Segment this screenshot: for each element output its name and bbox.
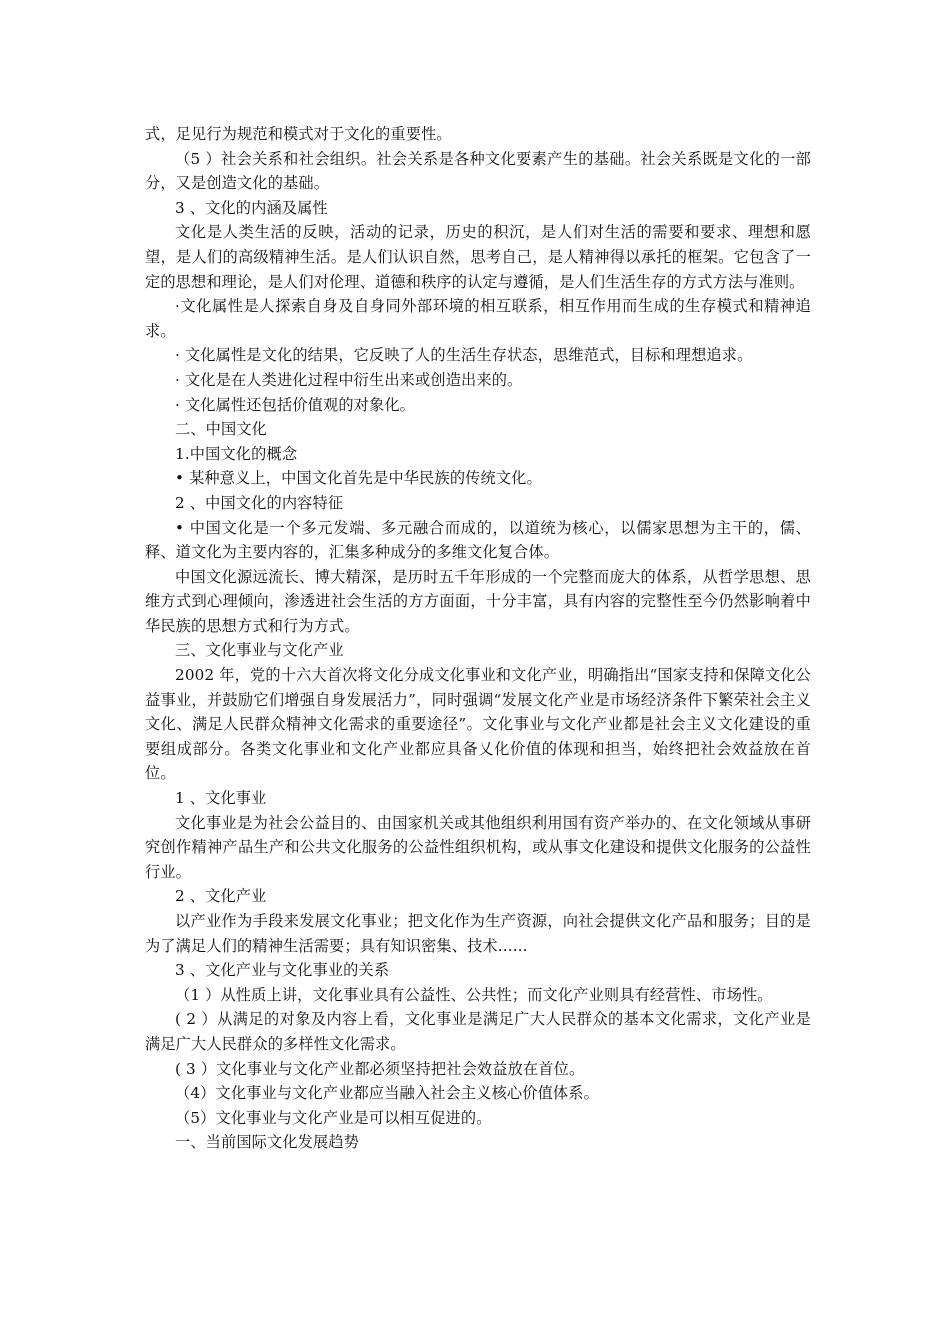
- paragraph-relationship-2: ( 2 ）从满足的对象及内容上看，文化事业是满足广大人民群众的基本文化需求，文化产业是满足广大人民群众的多样性文化需求。: [145, 1010, 811, 1053]
- heading-relationship: 3 、文化产业与文化事业的关系: [175, 961, 390, 980]
- bullet-culture-attribute-1: ·文化属性是人探索自身及自身同外部环境的相互联系，相互作用而生成的生存模式和精神追求。: [145, 297, 811, 340]
- heading-chinese-culture-features: 2 、中国文化的内容特征: [175, 493, 344, 512]
- paragraph-cultural-undertakings: 文化事业是为社会公益目的、由国家机关或其他组织利用国有资产举办的、在文化领域从事研究创作精神产品生产和公共文化服务的公益性组织机构，或从事文化建设和提供文化服务的公益性行业。: [145, 813, 811, 881]
- bullet-culture-attribute-4: · 文化属性还包括价值观的对象化。: [175, 395, 416, 414]
- paragraph-culture-definition: 文化是人类生活的反映，活动的记录，历史的积沉，是人们对生活的需要和要求、理想和愿望，是人们的高级精神生活。是人们认识自然，思考自己，是人精神得以承托的框架。它包含了一定的思想和理论，是人们对伦理、道德和秩序的认定与遵循，是人们生活生存的方式方法与准则。: [145, 223, 811, 291]
- paragraph-relationship-4: （4）文化事业与文化产业都应当融入社会主义核心价值体系。: [175, 1084, 599, 1103]
- heading-cultural-undertakings: 1 、文化事业: [175, 789, 267, 808]
- heading-cultural-undertakings-industries: 三、文化事业与文化产业: [175, 641, 344, 660]
- heading-chinese-culture-concept: 1.中国文化的概念: [175, 444, 298, 463]
- bullet-chinese-culture-features: • 中国文化是一个多元发端、多元融合而成的，以道统为核心，以儒家思想为主干的，儒、释、道文化为主要内容的，汇集多种成分的多维文化复合体。: [145, 518, 811, 562]
- paragraph-social-relations: （5 ）社会关系和社会组织。社会关系是各种文化要素产生的基础。社会关系既是文化的一部分，又是创造文化的基础。: [145, 149, 811, 193]
- heading-culture-connotation: 3 、文化的内涵及属性: [175, 198, 328, 217]
- heading-international-trends: 一、当前国际文化发展趋势: [175, 1133, 360, 1152]
- document-body: [145, 122, 811, 1155]
- paragraph-chinese-culture-history: 中国文化源远流长、博大精深，是历时五千年形成的一个完整而庞大的体系，从哲学思想、思维方式到心理倾向，渗透进社会生活的方方面面，十分丰富，具有内容的完整性至今仍然影响着中华民族的思想方式和行为方式。: [145, 567, 811, 635]
- bullet-culture-attribute-3: · 文化是在人类进化过程中衍生出来或创造出来的。: [175, 370, 523, 389]
- paragraph-relationship-1: （1 ）从性质上讲，文化事业具有公益性、公共性；而文化产业则具有经营性、市场性。: [175, 985, 773, 1004]
- bullet-chinese-culture-concept: • 某种意义上，中国文化首先是中华民族的传统文化。: [175, 469, 542, 488]
- paragraph-continuation: 式，足见行为规范和模式对于文化的重要性。: [145, 125, 452, 143]
- paragraph-relationship-3: ( 3 ）文化事业与文化产业都必须坚持把社会效益放在首位。: [175, 1059, 585, 1078]
- paragraph-relationship-5: （5）文化事业与文化产业是可以相互促进的。: [175, 1108, 492, 1127]
- paragraph-cultural-industry: 以产业作为手段来发展文化事业；把文化作为生产资源，向社会提供文化产品和服务；目的是为了满足人们的精神生活需要；具有知识密集、技术......: [145, 912, 811, 955]
- paragraph-2002-policy: 2002 年，党的十六大首次将文化分成文化事业和文化产业，明确指出“国家支持和保障文化公益事业，并鼓励它们增强自身发展活力”，同时强调“发展文化产业是市场经济条件下繁荣社会主义文化、满足人民群众精神文化需求的重要途径”。文化事业与文化产业都是社会主义文化建设的重要组成部分。各类文化事业和文化产业都应具备乂化价值的体现和担当，始终把社会效益放在首位。: [145, 666, 811, 783]
- heading-chinese-culture: 二、中国文化: [175, 420, 268, 439]
- bullet-culture-attribute-2: · 文化属性是文化的结果，它反映了人的生活生存状态，思维范式，目标和理想追求。: [175, 346, 753, 365]
- heading-cultural-industry: 2 、文化产业: [175, 887, 267, 906]
